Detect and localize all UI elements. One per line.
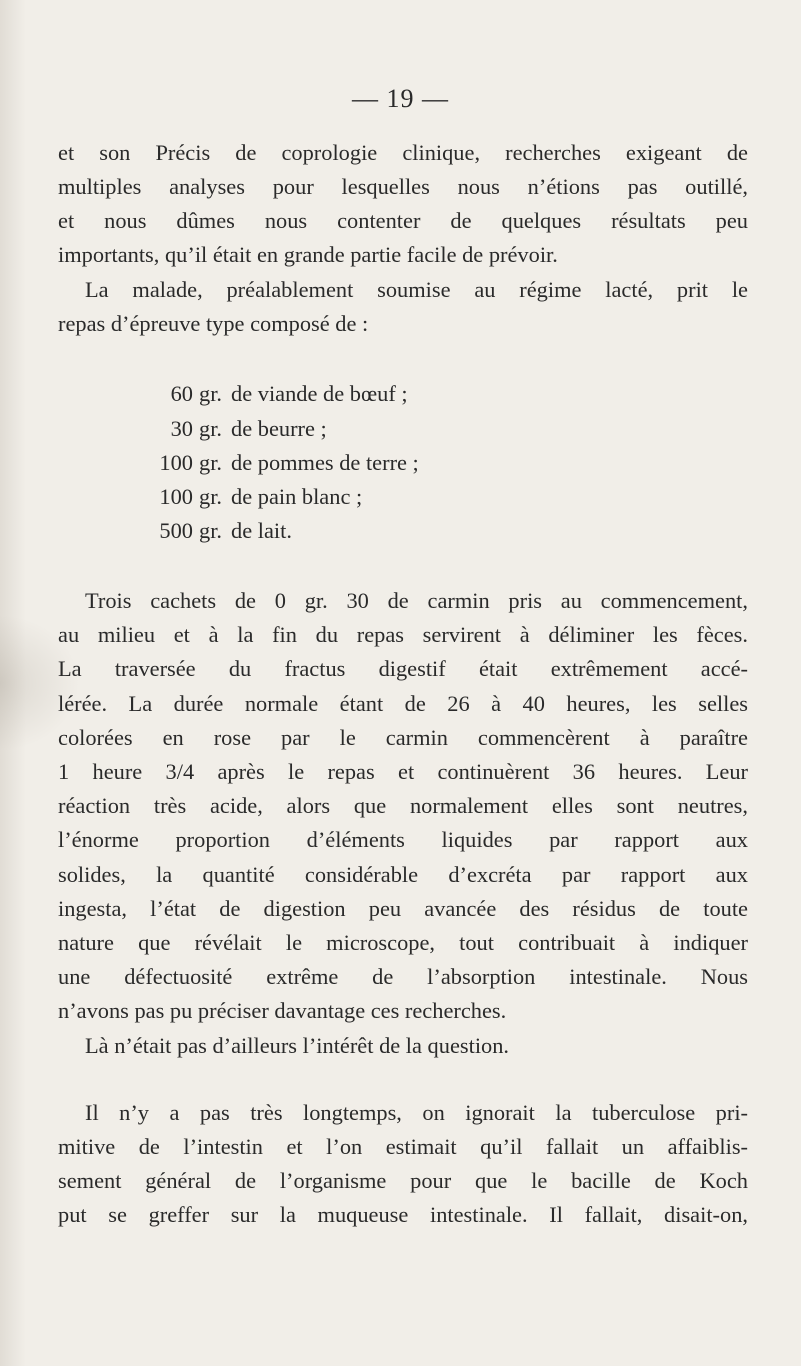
text-line: multiples analyses pour lesquelles nous n’étions pas outillé, [58,174,748,199]
menu-unit: gr. [199,381,223,406]
menu-quantity: 500 [159,518,193,543]
text-line: nature que révélait le microscope, tout contribuait à indiquer [58,930,748,955]
text-line: solides, la quantité considérable d’excréta par rapport aux [58,862,748,887]
menu-quantity: 100 [159,484,193,509]
text-line: La traversée du fractus digestif était extrêmement accé- [58,656,748,681]
menu-item [157,446,419,480]
text-line: et nous dûmes nous contenter de quelques résultats peu [58,208,748,233]
text-line: réaction très acide, alors que normalement elles sont neutres, [58,793,748,818]
menu-unit: gr. [199,518,223,543]
text-line: sement général de l’organisme pour que le bacille de Koch [58,1168,748,1193]
text-line: n’avons pas pu préciser davantage ces recherches. [58,998,507,1023]
text-line: 1 heure 3/4 après le repas et continuèrent 36 heures. Leur [58,759,748,784]
text-line: colorées en rose par le carmin commencèrent à paraître [58,725,748,750]
menu-item [157,412,327,446]
text-line: lérée. La durée normale étant de 26 à 40 heures, les selles [58,691,748,716]
menu-food: de beurre ; [231,416,327,441]
text-line: ingesta, l’état de digestion peu avancée des résidus de toute [58,896,748,921]
menu-quantity: 100 [159,450,193,475]
text-line: Il n’y a pas très longtemps, on ignorait la tuberculose pri- [85,1100,748,1125]
text-line: put se greffer sur la muqueuse intestinale. Il fallait, disait-on, [58,1202,748,1227]
menu-item [157,514,292,548]
text-line: Trois cachets de 0 gr. 30 de carmin pris au commencement, [85,588,748,613]
menu-food: de lait. [231,518,292,543]
menu-food: de pommes de terre ; [231,450,419,475]
text-line: au milieu et à la fin du repas servirent à déliminer les fèces. [58,622,748,647]
menu-food: de viande de bœuf ; [231,381,408,406]
text-line: mitive de l’intestin et l’on estimait qu’il fallait un affaiblis- [58,1134,748,1159]
text-line: repas d’épreuve type composé de : [58,311,369,336]
menu-unit: gr. [199,416,223,441]
text-line: La malade, préalablement soumise au régime lacté, prit le [85,277,748,302]
text-line: Là n’était pas d’ailleurs l’intérêt de la question. [85,1033,510,1058]
text-line: une défectuosité extrême de l’absorption intestinale. Nous [58,964,748,989]
text-line: et son Précis de coprologie clinique, recherches exigeant de [58,140,748,165]
menu-unit: gr. [199,484,223,509]
menu-food: de pain blanc ; [231,484,363,509]
page-number: — 19 — [352,84,449,113]
text-line: importants, qu’il était en grande partie facile de prévoir. [58,242,558,267]
menu-quantity: 30 [170,416,193,441]
menu-item [157,377,408,411]
text-line: l’énorme proportion d’éléments liquides par rapport aux [58,827,748,852]
menu-unit: gr. [199,450,223,475]
menu-quantity: 60 [170,381,193,406]
menu-item [157,480,362,514]
